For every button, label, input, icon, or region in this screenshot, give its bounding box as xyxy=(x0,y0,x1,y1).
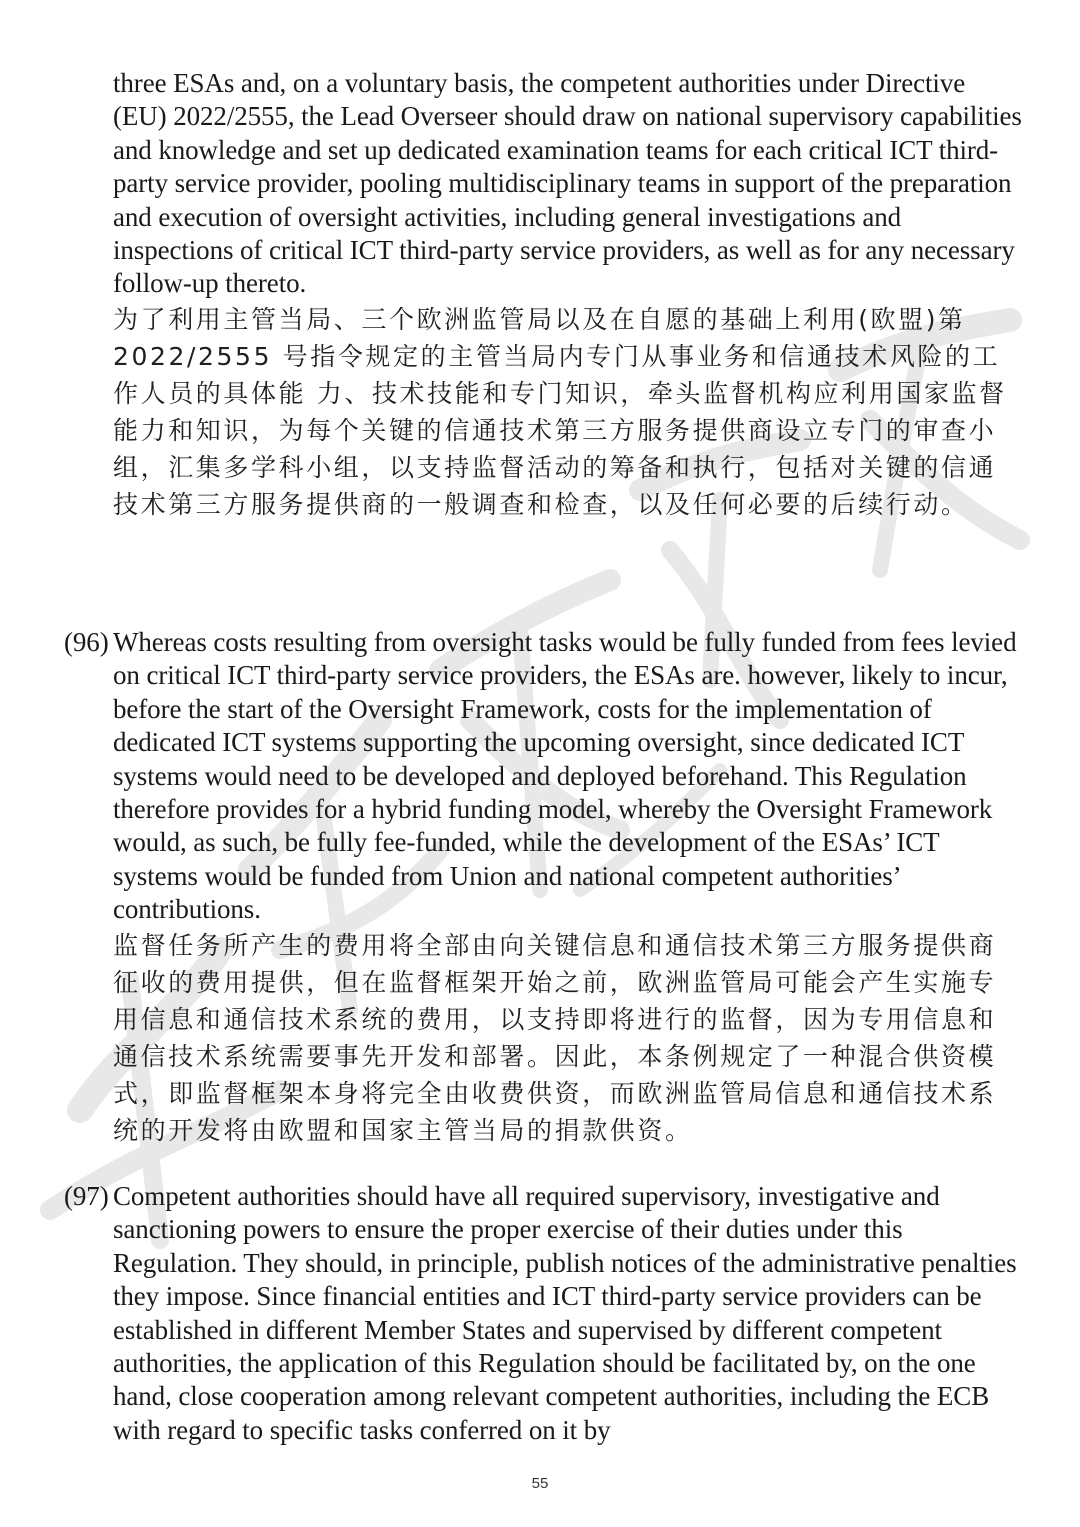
recital-97-number: (97) xyxy=(64,1181,109,1211)
recital-continuation-chinese: 为了利用主管当局、三个欧洲监管局以及在自愿的基础上利用(欧盟)第 2022/2555 号指令规定的主管当局内专门从事业务和信通技术风险的工作人员的具体能 力、技术技能和专门知识，牵头监督机构应利用国家监督能力和知识，为每个关键的信通技术第三方服务提供商设立专门的审查小组，汇集多学科小组，以支持监督活动的筹备和执行，包括对关键的信通技术第三方服务提供商的一般调查和检查，以及任何必要的后续行动。 xyxy=(113,304,1007,519)
recital-continuation-english: three ESAs and, on a voluntary basis, the competent authorities under Directive (EU) 2022/2555, the Lead Overseer should draw on national supervisory capabilities and knowledge and set up dedicated examination teams for each critical ICT third-party service provider, pooling multidisciplinary teams in support of the preparation and execution of oversight activities, including general investigations and inspections of critical ICT third-party service providers, as well as for any necessary follow-up thereto. xyxy=(113,68,1022,299)
recital-97-english: Competent authorities should have all required supervisory, investigative and sanctioning powers to ensure the proper exercise of their duties under this Regulation. They should, in principle, publish notices of the administrative penalties they impose. Since financial entities and ICT third-party service providers can be established in different Member States and supervised by different competent authorities, the application of this Regulation should be facilitated by, on the one hand, close cooperation among relevant competent authorities, including the ECB with regard to specific tasks conferred on it by xyxy=(113,1181,1017,1445)
recital-97 xyxy=(64,1180,1023,1447)
recital-96-number: (96) xyxy=(64,627,109,657)
recital-96 xyxy=(64,626,1023,1149)
recital-96-english: Whereas costs resulting from oversight tasks would be fully funded from fees levied on critical ICT third-party service providers, the ESAs are. however, likely to incur, before the start of the Oversight Framework, costs for the implementation of dedicated ICT systems supporting the upcoming oversight, since dedicated ICT systems would need to be developed and deployed beforehand. This Regulation therefore provides for a hybrid funding model, whereby the Oversight Framework would, as such, be fully fee-funded, while the development of the ESAs’ ICT systems would be funded from Union and national competent authorities’ contributions. xyxy=(113,627,1017,925)
recital-continuation xyxy=(113,67,1023,523)
recital-96-chinese: 监督任务所产生的费用将全部由向关键信息和通信技术第三方服务提供商征收的费用提供，但在监督框架开始之前，欧洲监管局可能会产生实施专用信息和通信技术系统的费用，以支持即将进行的监督，因为专用信息和通信技术系统需要事先开发和部署。因此，本条例规定了一种混合供资模式，即监督框架本身将完全由收费供资，而欧洲监管局信息和通信技术系统的开发将由欧盟和国家主管当局的捐款供资。 xyxy=(113,930,997,1145)
page-number: 55 xyxy=(531,1475,549,1492)
